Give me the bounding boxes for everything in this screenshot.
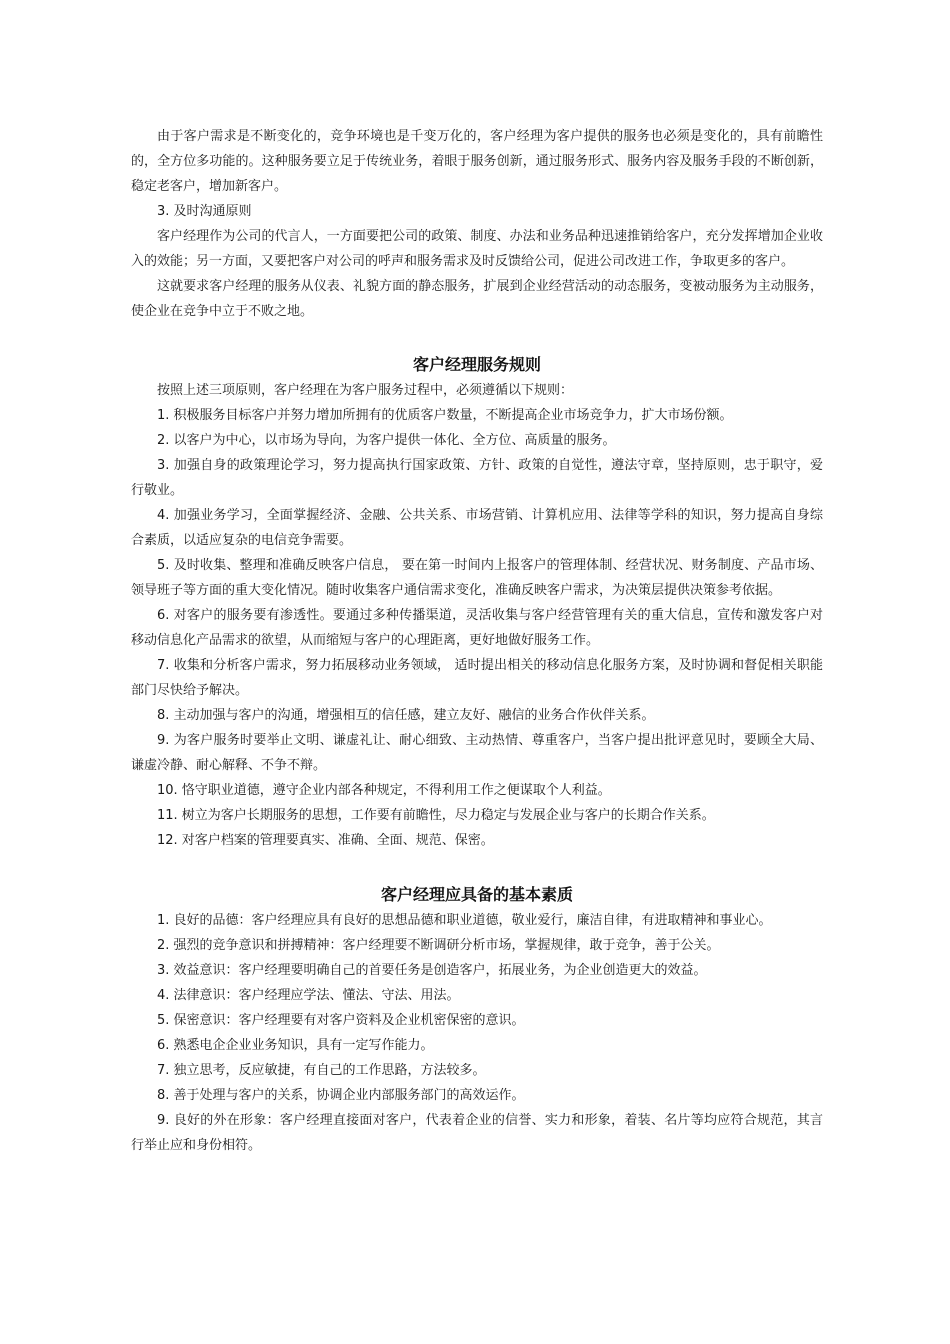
quality-item: 1. 良好的品德：客户经理应具有良好的思想品德和职业道德，敬业爱行，廉洁自律，有进取精神和事业心。: [157, 913, 772, 928]
rule-item: 6. 对客户的服务要有渗透性。要通过多种传播渠道，灵活收集与客户经营管理有关的重大信息，宣传和激发客户对移动信息化产品需求的欲望，从而缩短与客户的心理距离，更好地做好服务工作。: [131, 608, 823, 648]
quality-item: 8. 善于处理与客户的关系，协调企业内部服务部门的高效运作。: [157, 1088, 525, 1103]
section-title: 客户经理服务规则: [412, 355, 541, 374]
quality-item: 5. 保密意识：客户经理要有对客户资料及企业机密保密的意识。: [157, 1013, 525, 1028]
rule-item: 11. 树立为客户长期服务的思想，工作要有前瞻性，尽力稳定与发展企业与客户的长期合作关系。: [157, 808, 715, 823]
rule-item: 3. 加强自身的政策理论学习，努力提高执行国家政策、方针、政策的自觉性，遵法守章，坚持原则，忠于职守，爱行敬业。: [131, 458, 823, 498]
paragraph: 客户经理作为公司的代言人，一方面要把公司的政策、制度、办法和业务品种迅速推销给客户，充分发挥增加企业收入的效能；另一方面，又要把客户对公司的呼声和服务需求及时反馈给公司，促进公司改进工作，争取更多的客户。: [131, 229, 823, 269]
paragraph: 这就要求客户经理的服务从仪表、礼貌方面的静态服务，扩展到企业经营活动的动态服务，变被动服务为主动服务，使企业在竞争中立于不败之地。: [131, 279, 823, 319]
document-page: [131, 124, 823, 1158]
rule-item: 10. 恪守职业道德，遵守企业内部各种规定，不得利用工作之便谋取个人利益。: [157, 783, 611, 798]
intro-section: [131, 124, 823, 324]
rule-item: 4. 加强业务学习，全面掌握经济、金融、公共关系、市场营销、计算机应用、法律等学科的知识，努力提高自身综合素质，以适应复杂的电信竞争需要。: [131, 508, 823, 548]
rule-item: 1. 积极服务目标客户并努力增加所拥有的优质客户数量，不断提高企业市场竞争力，扩大市场份额。: [157, 408, 733, 423]
section-title: 客户经理应具备的基本素质: [380, 885, 573, 904]
quality-item: 7. 独立思考，反应敏捷，有自己的工作思路，方法较多。: [157, 1063, 486, 1078]
paragraph: 按照上述三项原则，客户经理在为客户服务过程中，必须遵循以下规则：: [157, 383, 574, 398]
quality-item: 6. 熟悉电企企业业务知识，具有一定写作能力。: [157, 1038, 434, 1053]
rule-item: 12. 对客户档案的管理要真实、准确、全面、规范、保密。: [157, 833, 494, 848]
quality-item: 2. 强烈的竞争意识和拼搏精神：客户经理要不断调研分析市场，掌握规律，敢于竞争，善于公关。: [157, 938, 720, 953]
paragraph: 由于客户需求是不断变化的，竞争环境也是千变万化的，客户经理为客户提供的服务也必须是变化的，具有前瞻性的，全方位多功能的。这种服务要立足于传统业务，着眼于服务创新，通过服务形式、服务内容及服务手段的不断创新，稳定老客户，增加新客户。: [131, 129, 823, 194]
rule-item: 9. 为客户服务时要举止文明、谦虚礼让、耐心细致、主动热情、尊重客户，当客户提出批评意见时，要顾全大局、谦虚冷静、耐心解释、不争不辩。: [131, 733, 823, 773]
quality-item: 4. 法律意识：客户经理应学法、懂法、守法、用法。: [157, 988, 460, 1003]
rule-item: 2. 以客户为中心，以市场为导向，为客户提供一体化、全方位、高质量的服务。: [157, 433, 616, 448]
basic-qualities-section: [131, 883, 823, 1158]
rule-item: 8. 主动加强与客户的沟通，增强相互的信任感，建立友好、融信的业务合作伙伴关系。: [157, 708, 655, 723]
quality-item: 9. 良好的外在形象：客户经理直接面对客户，代表着企业的信誉、实力和形象，着装、名片等均应符合规范，其言行举止应和身份相符。: [131, 1113, 823, 1153]
rule-item: 7. 收集和分析客户需求，努力拓展移动业务领域， 适时提出相关的移动信息化服务方案，及时协调和督促相关职能部门尽快给予解决。: [131, 658, 823, 698]
service-rules-section: [131, 353, 823, 853]
subheading: 3. 及时沟通原则: [157, 204, 252, 219]
rule-item: 5. 及时收集、整理和准确反映客户信息， 要在第一时间内上报客户的管理体制、经营状况、财务制度、产品市场、领导班子等方面的重大变化情况。随时收集客户通信需求变化，准确反映客户需求，为决策层提供决策参考依据。: [131, 558, 823, 598]
quality-item: 3. 效益意识：客户经理要明确自己的首要任务是创造客户，拓展业务，为企业创造更大的效益。: [157, 963, 707, 978]
